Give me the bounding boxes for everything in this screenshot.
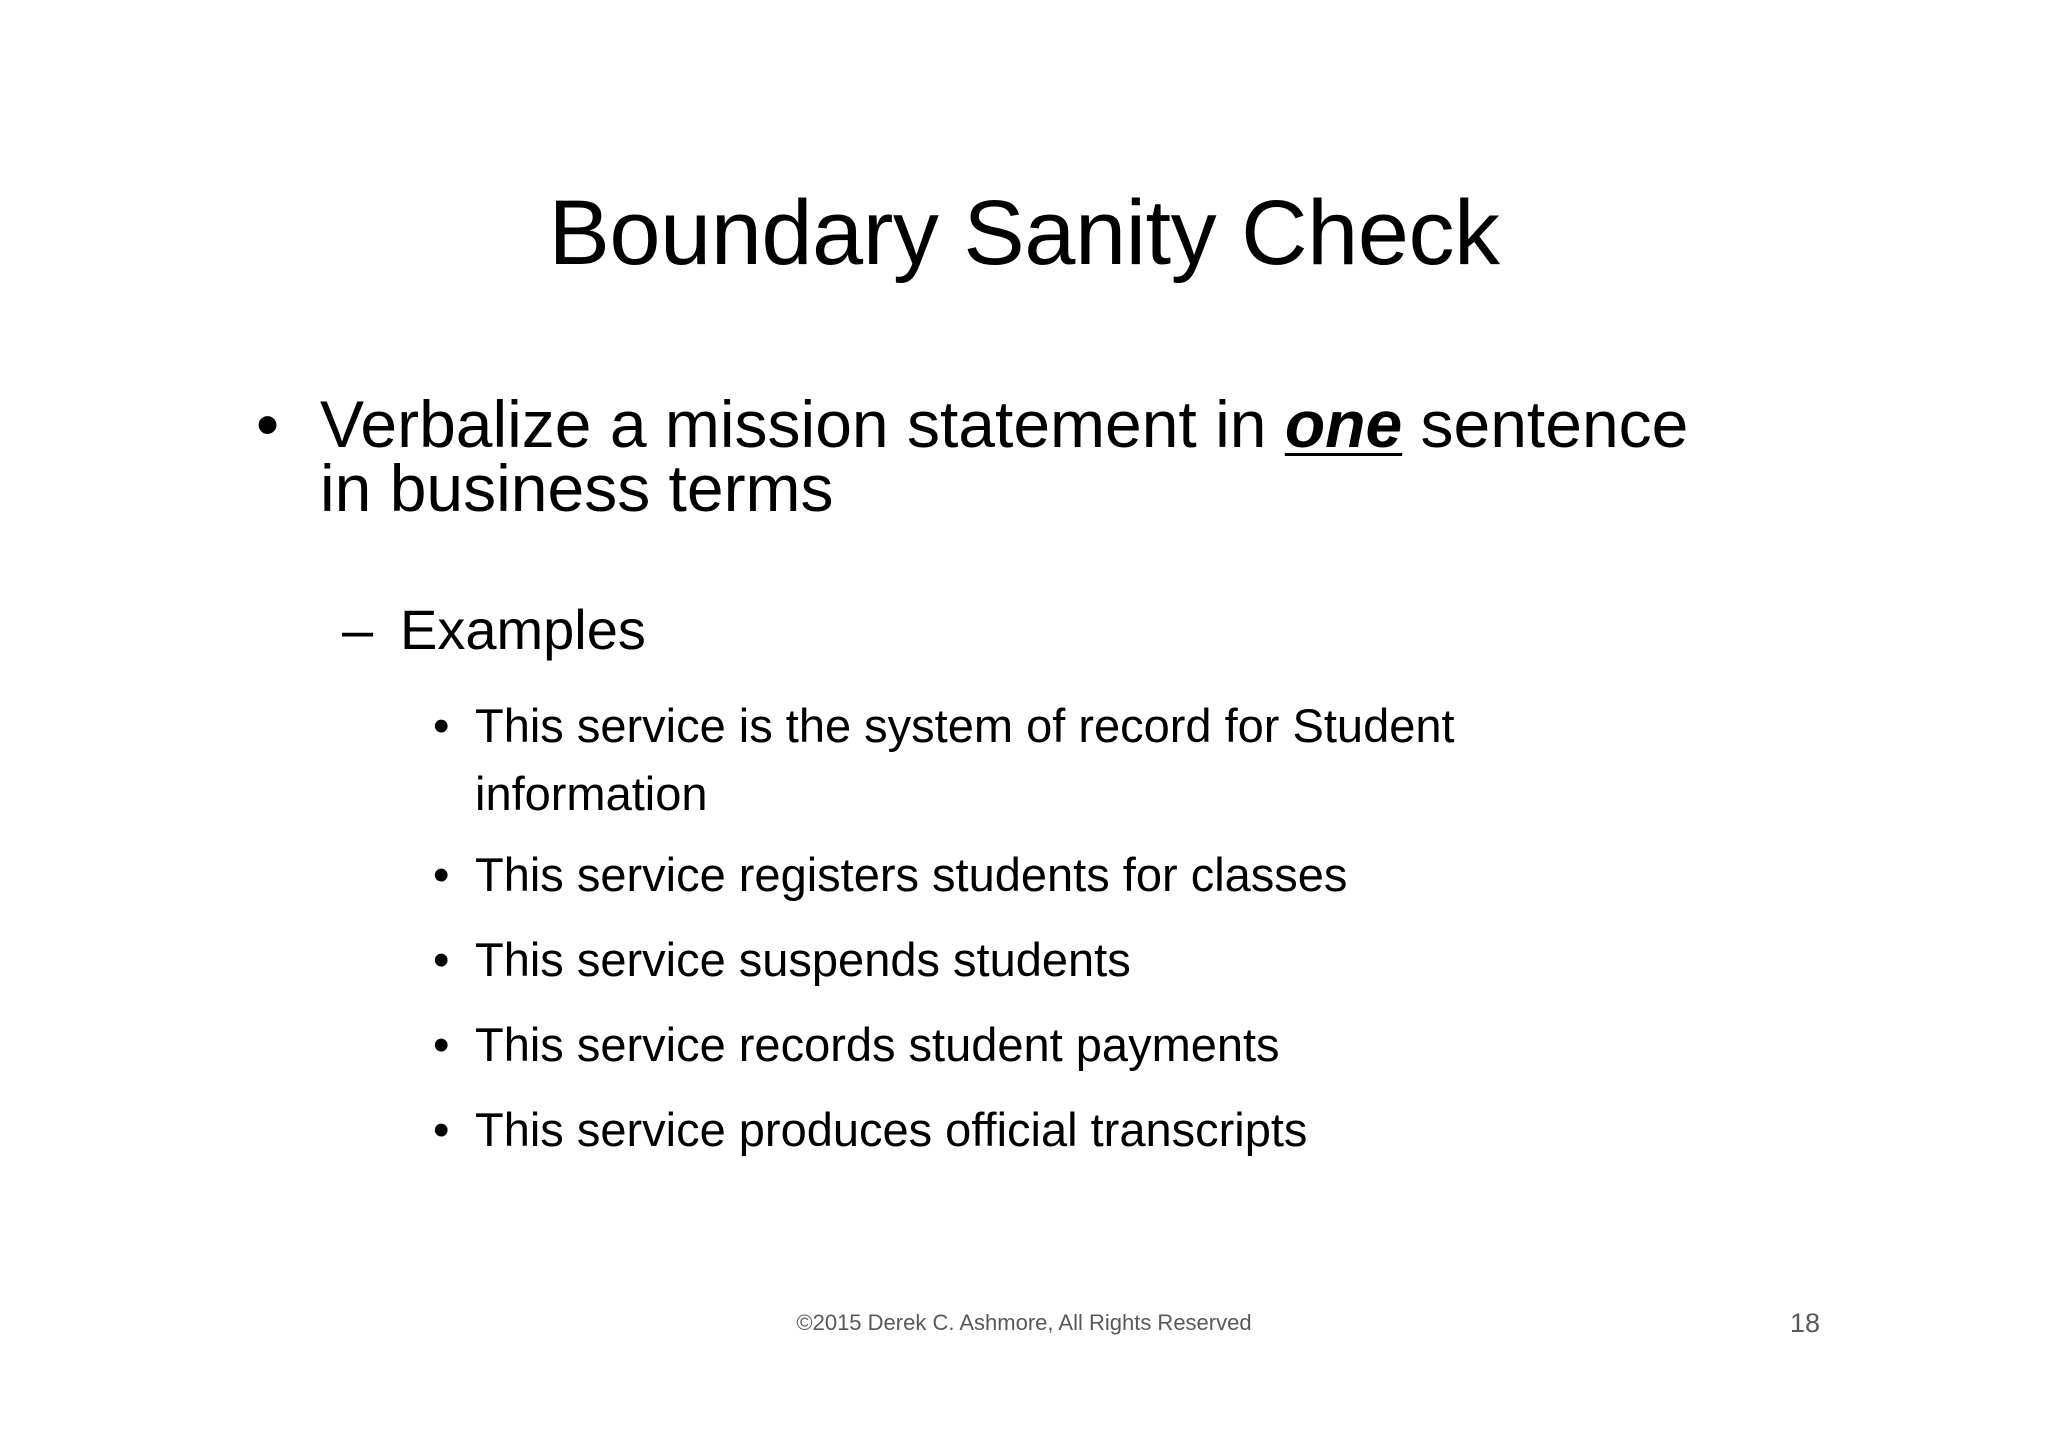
example-text: This service suspends students [475,933,1131,986]
bullet-emphasis: one [1284,387,1403,461]
bullet-mission-statement [256,387,1820,525]
bullet-dot-icon: • [433,1018,450,1071]
page-number: 18 [1789,1308,1820,1338]
example-item [433,1096,1675,1164]
example-item [433,926,1675,994]
dash-icon: – [342,598,374,661]
bullet-dot-icon: • [433,1103,450,1156]
bullet-dot-icon: • [433,848,450,901]
example-item [433,1011,1675,1079]
slide-title: Boundary Sanity Check [548,182,1500,284]
bullet-text-after: sentence [1402,387,1689,461]
example-text: This service registers students for classes [475,848,1348,901]
bullet-text-before: Verbalize a mission statement in [320,387,1285,461]
example-text: This service records student payments [475,1018,1280,1071]
sub-heading-examples [342,596,646,664]
example-text: This service produces official transcripts [475,1103,1308,1156]
example-item [433,692,1675,828]
sub-heading-label: Examples [400,598,646,661]
bullet-dot-icon: • [433,699,450,752]
copyright-footer: ©2015 Derek C. Ashmore, All Rights Reserved [796,1310,1252,1335]
example-text: This service is the system of record for Student [475,699,1455,752]
bullet-dot-icon: • [433,933,450,986]
example-text-line2: information [475,767,708,820]
example-item [433,841,1675,909]
bullet-text-line2: in business terms [320,451,834,525]
bullet-dot-icon: • [256,387,280,461]
